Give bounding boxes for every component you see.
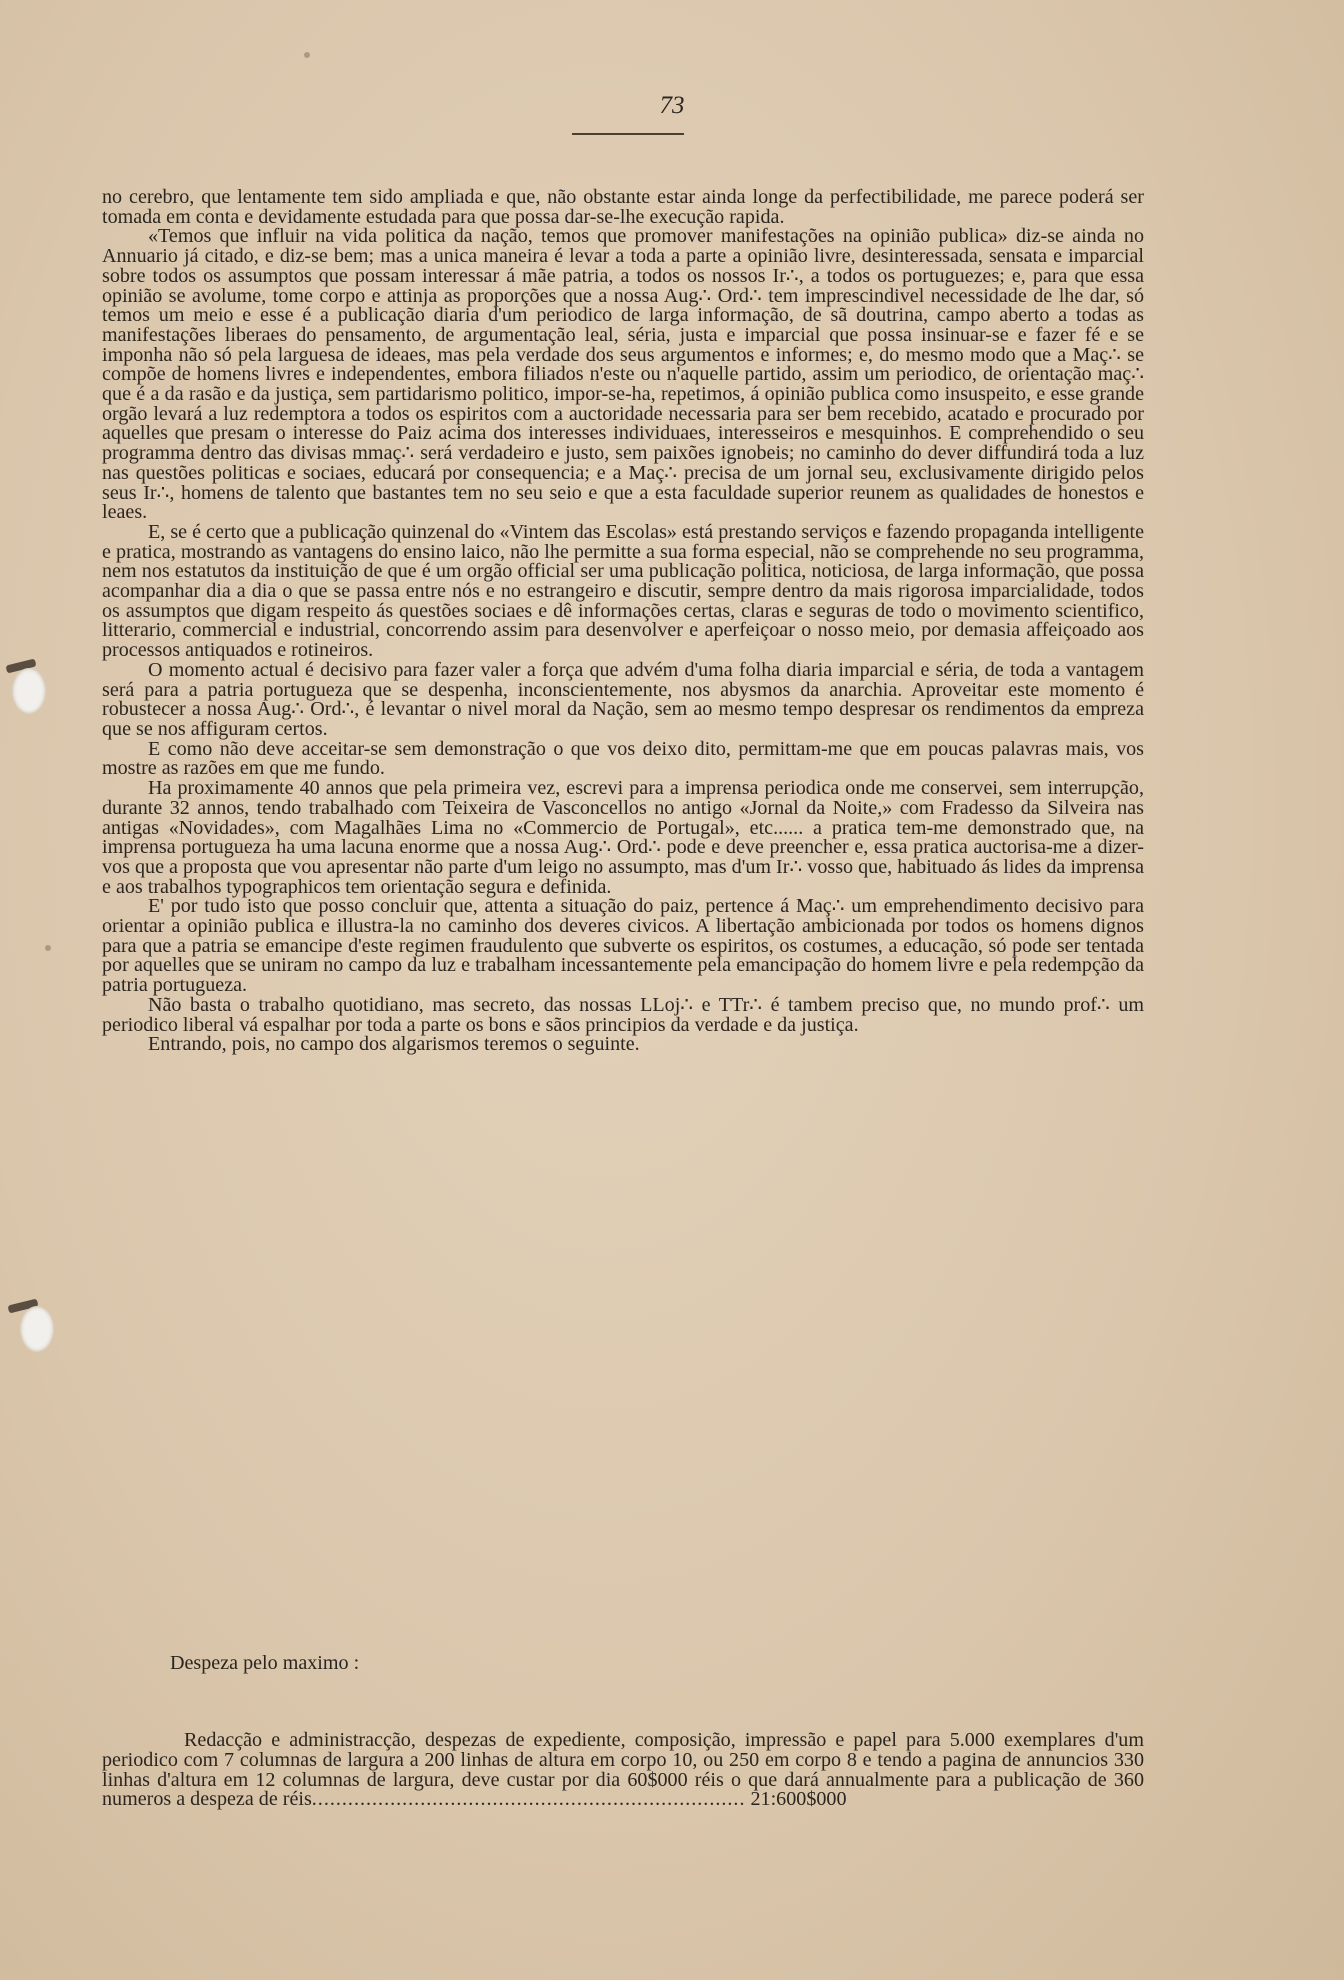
paragraph-7: E' por tudo isto que posso concluir que, attenta a situação do paiz, pertence á Maç∴ um emprehendimento decisivo para orientar a opinião publica e illustra-la no caminho dos deveres civicos. A libertação ambicionada por todos os homens dignos para que a patria se emancipe d'este regimen fraudulento que subverte os espiritos, os costumes, a educação, só pode ser tentada por aquelles que se uniram no campo da luz e trabalham incessantemente pela emancipação do homem livre e pela redempção da patria portugueza. xyxy=(102,895,1144,997)
paragraph-4: O momento actual é decisivo para fazer valer a força que advém d'uma folha diaria imparcial e séria, de toda a vantagem será para a patria portugueza que se despenha, inconscientemente, nos abysmos da anarchia. Aproveitar este momento é robustecer a nossa Aug∴ Ord∴, é levantar o nivel moral da Nação, sem ao mesmo tempo despresar os rendimentos da empreza que se nos affiguram certos. xyxy=(102,658,1144,740)
punch-hole-top xyxy=(12,668,46,714)
dot-leader: ........................................................................ xyxy=(311,1788,746,1811)
paragraph-5: E como não deve acceitar-se sem demonstração o que vos deixo dito, permittam-me que em poucas palavras mais, vos mostre as razões em que me fundo. xyxy=(102,737,1144,780)
body-text xyxy=(102,188,1144,1055)
paragraph-9: Entrando, pois, no campo dos algarismos teremos o seguinte. xyxy=(148,1033,640,1056)
expense-amount: 21:600$000 xyxy=(750,1788,847,1811)
paragraph-3: E, se é certo que a publicação quinzenal do «Vintem das Escolas» está prestando serviços e fazendo propaganda intelligente e pratica, mostrando as vantagens do ensino laico, não lhe permitte a sua forma especial, não se comprehende no seu programma, nem nos estatutos da instituição de que é um orgão official ser uma publicação politica, noticiosa, de larga informação, que possa acompanhar dia a dia o que se passa entre nós e no estrangeiro e discutir, sempre dentro da mais rigorosa imparcialidade, todos os assumptos que digam respeito ás questões sociaes e dê informações certas, claras e seguras de todo o movimento scientifico, litterario, commercial e industrial, concorrendo assim para desenvolver e aperfeiçoar o nosso meio, por demasia affeiçoado aos processos antiquados e rotineiros. xyxy=(102,520,1144,662)
paragraph-6: Ha proximamente 40 annos que pela primeira vez, escrevi para a imprensa periodica onde me conservei, sem interrupção, durante 32 annos, tendo trabalhado com Teixeira de Vasconcellos no antigo «Jornal da Noite,» com Fradesso da Silveira nas antigas «Novidades», com Magalhães Lima no «Commercio de Portugal», etc...... a pratica tem-me demonstrado que, na imprensa portugueza ha uma lacuna enorme que a nossa Aug∴ Ord∴ pode e deve preencher e, essa pratica auctorisa-me a dizer-vos que a proposta que vou apresentar não parte d'um leigo no assumpto, mas d'um Ir∴ vosso que, habituado ás lides da imprensa e aos trabalhos typographicos tem orientação segura e definida. xyxy=(102,777,1144,898)
expense-text: Redacção e administracção, despezas de expediente, composição, impressão e papel para 5.000 exemplares d'um periodico com 7 columnas de largura a 200 linhas de altura em corpo 10, ou 250 em corpo 8 e tendo a pagina de annuncios 330 linhas d'altura em 12 columnas de largura, deve custar por dia 60$000 réis o que dará annualmente para a publicação de 360 numeros a despeza de réis xyxy=(102,1729,1144,1811)
page-number-rule xyxy=(572,133,684,135)
despeza-heading: Despeza pelo maximo : xyxy=(170,1652,360,1674)
punch-hole-bottom xyxy=(20,1306,54,1352)
paper-speck xyxy=(304,52,310,58)
expense-paragraph xyxy=(102,1731,1144,1810)
paragraph-1: no cerebro, que lentamente tem sido ampliada e que, não obstante estar ainda longe da perfectibilidade, me parece poderá ser tomada em conta e devidamente estudada para que possa dar-se-lhe execução rapida. xyxy=(102,186,1144,228)
page-number: 73 xyxy=(659,92,685,119)
paragraph-8: Não basta o trabalho quotidiano, mas secreto, das nossas LLoj∴ e TTr∴ é tambem preciso que, no mundo prof∴ um periodico liberal vá espalhar por toda a parte os bons e sãos principios da verdade e da justiça. xyxy=(102,993,1144,1036)
paragraph-2: «Temos que influir na vida politica da nação, temos que promover manifestações na opinião publica» diz-se ainda no Annuario já citado, e diz-se bem; mas a unica maneira é levar a toda a parte a opinião livre, desinteressada, sensata e imparcial sobre todos os assumptos que possam interessar á mãe patria, a todos os nossos Ir∴, a todos os portuguezes; e, para que essa opinião se avolume, tome corpo e attinja as proporções que a nossa Aug∴ Ord∴ tem imprescindivel necessidade de lhe dar, só temos um meio e esse é a publicação diaria d'um periodico de larga informação, de sã doutrina, campo aberto a todas as manifestações liberaes do pensamento, de argumentação leal, séria, justa e imparcial que possa insinuar-se e fazer fé e se imponha não só pela larguesa de ideaes, mas pela verdade dos seus argumentos e informes; e, do mesmo modo que a Maç∴ se compõe de homens livres e independentes, embora filiados n'este ou n'aquelle partido, assim um periodico, de orientação maç∴ que é a da rasão e da justiça, sem partidarismo politico, impor-se-ha, repetimos, á opinião publica como insuspeito, e esse grande orgão levará a luz redemptora a todos os espiritos com a auctoridade necessaria para ser bem recebido, acatado e procurado por aquelles que presam o interesse do Paiz acima dos interesses individuaes, interesseiros e mesquinhos. E comprehendido o seu programma dentro das divisas mmaç∴ será verdadeiro e justo, sem paixões ignobeis; no caminho do dever diffundirá toda a luz nas questões politicas e sociaes, educará por consequencia; e a Maç∴ precisa de um jornal seu, exclusivamente dirigido pelos seus Ir∴, homens de talento que bastantes tem no seu seio e que a esta faculdade superior reunem as qualidades de honestos e leaes. xyxy=(102,225,1144,524)
paper-speck xyxy=(45,945,51,951)
